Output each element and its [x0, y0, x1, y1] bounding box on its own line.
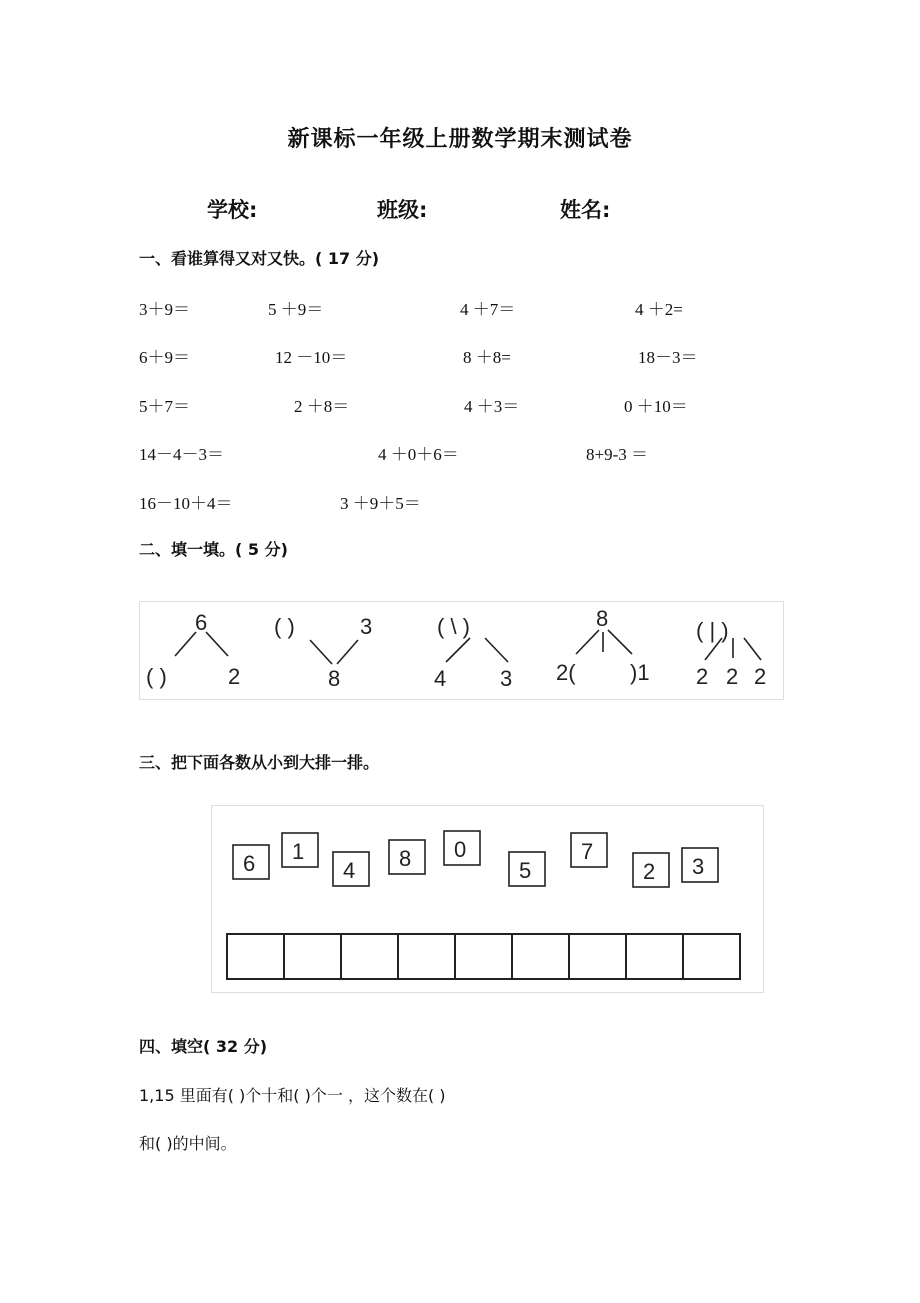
number-sort-drawing [212, 806, 763, 992]
answer-slots [227, 934, 740, 979]
tree-3-top: ( \ ) [437, 614, 470, 639]
number-card-value: 3 [692, 854, 705, 879]
equation: 3＋9＝ [139, 300, 190, 319]
tree-1-top: 6 [195, 610, 208, 635]
number-sort-figure [211, 805, 764, 993]
number-card-value: 0 [454, 837, 467, 862]
equation: 5＋7＝ [139, 397, 190, 416]
tree-5-bottom-1: 2 [696, 664, 709, 689]
question-1-line-1: 1,15 里面有( )个十和( )个一 ，这个数在( ) [139, 1086, 446, 1105]
equation: 4 ＋2= [635, 300, 683, 319]
tree-5-bottom-3: 2 [754, 664, 767, 689]
page-title: 新课标一年级上册数学期末测试卷 [287, 127, 633, 152]
number-card-value: 7 [581, 839, 594, 864]
question-1-line-2: 和( )的中间。 [139, 1134, 237, 1153]
equation: 12 －10＝ [275, 348, 348, 367]
equation: 18－3＝ [638, 348, 698, 367]
number-card-value: 5 [519, 858, 532, 883]
tree-1-left: ( ) [146, 664, 167, 689]
school-field-label: 学校: [207, 198, 258, 222]
number-card-value: 2 [643, 859, 656, 884]
equation: 5 ＋9＝ [268, 300, 324, 319]
tree-2-bottom: 8 [328, 666, 341, 691]
equation: 4 ＋3＝ [464, 397, 520, 416]
tree-4-right: )1 [630, 660, 650, 685]
equation: 4 ＋0＋6＝ [378, 445, 459, 464]
section-4-heading: 四、填空( 32 分) [139, 1037, 268, 1056]
tree-3-left: 4 [434, 666, 447, 691]
section-2-heading: 二、填一填。( 5 分) [139, 540, 288, 559]
number-tree-drawing [140, 602, 783, 699]
number-card-value: 1 [292, 839, 305, 864]
equation: 3 ＋9＋5＝ [340, 494, 421, 513]
class-field-label: 班级: [377, 198, 428, 222]
tree-3-right: 3 [500, 666, 513, 691]
number-tree-figure [139, 601, 784, 700]
tree-4-left: 2( [556, 660, 576, 685]
equation: 0 ＋10＝ [624, 397, 688, 416]
equation: 14－4－3＝ [139, 445, 224, 464]
equation: 8 ＋8= [463, 348, 511, 367]
number-card-value: 6 [243, 851, 256, 876]
number-card-value: 4 [343, 858, 356, 883]
number-card-value: 8 [399, 846, 412, 871]
section-3-heading: 三、把下面各数从小到大排一排。 [139, 753, 380, 772]
equation: 4 ＋7＝ [460, 300, 516, 319]
tree-4-top: 8 [596, 606, 609, 631]
tree-5-top: ( | ) [696, 618, 729, 643]
tree-2-left: ( ) [274, 614, 295, 639]
equation: 16－10＋4＝ [139, 494, 233, 513]
name-field-label: 姓名: [560, 198, 611, 222]
equation: 2 ＋8＝ [294, 397, 350, 416]
section-1-heading: 一、看谁算得又对又快。( 17 分) [139, 249, 380, 268]
equation: 8+9-3 ＝ [586, 445, 648, 464]
tree-1-right: 2 [228, 664, 241, 689]
tree-5-bottom-2: 2 [726, 664, 739, 689]
tree-2-right: 3 [360, 614, 373, 639]
equation: 6＋9＝ [139, 348, 190, 367]
